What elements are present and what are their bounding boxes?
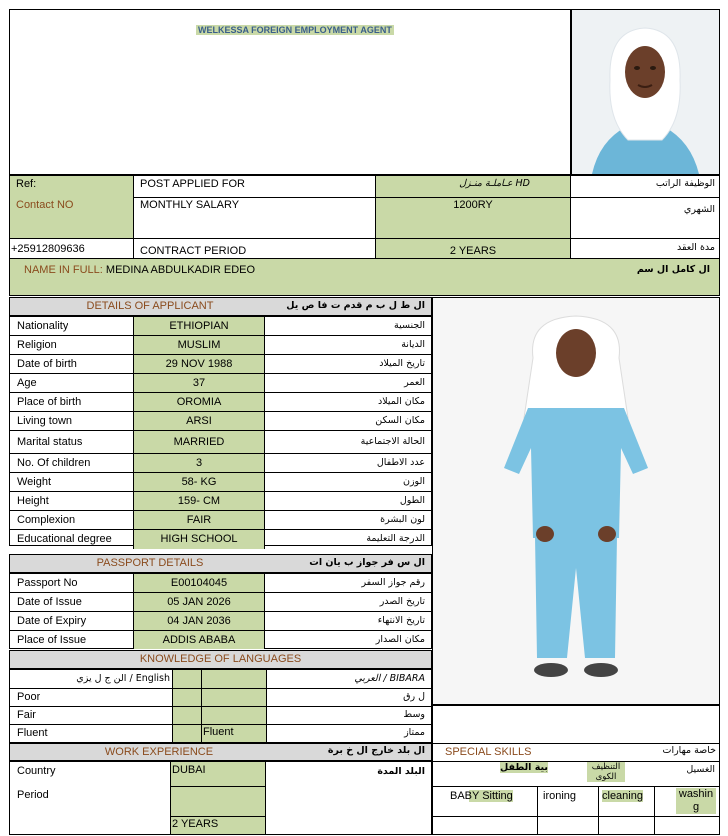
details-ar: الديانة bbox=[401, 339, 425, 350]
passport-value: 05 JAN 2026 bbox=[167, 596, 231, 608]
details-value: 3 bbox=[195, 457, 203, 469]
skill-ar-washing: الغسيل bbox=[686, 764, 715, 775]
details-label: Marital status bbox=[17, 436, 83, 448]
details-label: Height bbox=[17, 495, 49, 507]
details-label: No. Of children bbox=[17, 457, 91, 469]
details-value: HIGH SCHOOL bbox=[160, 533, 238, 545]
details-label: Date of birth bbox=[17, 358, 77, 370]
passport-label: Date of Expiry bbox=[17, 615, 87, 627]
name-ar: ال كامل ال سم bbox=[636, 264, 710, 275]
details-ar: مكان الميلاد bbox=[377, 396, 425, 407]
details-row bbox=[10, 412, 431, 431]
details-value: 159- CM bbox=[177, 495, 221, 507]
language-level-label: Poor bbox=[17, 691, 41, 703]
country-label: Country bbox=[17, 765, 56, 777]
details-ar: تاريخ الميلاد bbox=[379, 358, 425, 369]
contract-label: CONTRACT PERIOD bbox=[140, 245, 247, 257]
details-table bbox=[9, 316, 432, 546]
passport-ar: تاريخ الانتهاء bbox=[377, 615, 425, 626]
skill-baby-sitting: BABY Sitting bbox=[450, 790, 513, 802]
languages-table bbox=[9, 669, 432, 743]
details-label: Complexion bbox=[17, 514, 76, 526]
passport-label: Date of Issue bbox=[17, 596, 82, 608]
details-ar: الحالة الاجتماعية bbox=[360, 436, 425, 447]
language-level-ar: وسط bbox=[403, 709, 425, 720]
contact-label: Contact NO bbox=[16, 199, 74, 211]
details-ar: لون البشرة bbox=[380, 514, 425, 525]
language-level-label: Fluent bbox=[17, 727, 48, 739]
work-title: WORK EXPERIENCE bbox=[104, 746, 214, 758]
passport-label: Passport No bbox=[17, 577, 78, 589]
fluent-mark: Fluent bbox=[203, 726, 234, 738]
salary-ar: الشهري bbox=[683, 204, 715, 215]
details-row bbox=[10, 454, 431, 473]
language-level-ar: ممتاز bbox=[404, 727, 425, 738]
details-value: OROMIA bbox=[176, 396, 222, 408]
details-title-ar: ال ط ل ب م قدم ت فا ص يل bbox=[286, 300, 425, 311]
ref-label: Ref: bbox=[16, 178, 37, 190]
country-value: DUBAI bbox=[172, 764, 206, 776]
name-label: NAME IN FULL: bbox=[24, 264, 103, 276]
passport-ar: مكان الصدار bbox=[375, 633, 425, 645]
details-ar: الطول bbox=[399, 495, 425, 506]
skill-ar-cleaning: التنظيف الكوى bbox=[587, 762, 625, 782]
details-label: Living town bbox=[17, 415, 73, 427]
details-ar: الوزن bbox=[402, 476, 425, 487]
passport-row bbox=[10, 593, 431, 612]
skill-cleaning: cleaning bbox=[602, 790, 643, 802]
passport-table bbox=[9, 573, 432, 649]
details-label: Educational degree bbox=[17, 533, 112, 545]
passport-title: PASSPORT DETAILS bbox=[96, 557, 204, 569]
details-ar: الدرجة التعليمة bbox=[366, 533, 425, 544]
period-value: 2 YEARS bbox=[172, 818, 219, 830]
work-table bbox=[9, 761, 432, 835]
skill-ironing: ironing bbox=[543, 790, 577, 802]
details-value: MUSLIM bbox=[177, 339, 221, 351]
details-row bbox=[10, 431, 431, 454]
post-value: HD عـاملـة منـزل bbox=[459, 178, 530, 189]
passport-title-ar: ال س فر جواز ب يان ات bbox=[309, 557, 425, 568]
post-label: POST APPLIED FOR bbox=[140, 178, 245, 190]
arabic-label: BIBARA / العربي bbox=[354, 673, 425, 684]
passport-ar: رقم جواز السفر bbox=[361, 577, 425, 588]
period-label: Period bbox=[17, 789, 49, 801]
details-value: 37 bbox=[192, 377, 206, 389]
details-row bbox=[10, 393, 431, 412]
details-label: Nationality bbox=[17, 320, 69, 332]
passport-row bbox=[10, 612, 431, 631]
passport-row bbox=[10, 574, 431, 593]
details-row bbox=[10, 492, 431, 511]
details-row bbox=[10, 336, 431, 355]
country-ar: البلد المدة bbox=[377, 766, 425, 777]
skill-ar-childcare: بية الطفل bbox=[500, 762, 548, 773]
work-title-ar: ال بلد خارج ال خ برة bbox=[327, 745, 425, 756]
details-label: Place of birth bbox=[17, 396, 82, 408]
passport-row bbox=[10, 631, 431, 649]
agency-title: WELKESSA FOREIGN EMPLOYMENT AGENT bbox=[198, 25, 392, 35]
details-value: FAIR bbox=[186, 514, 212, 526]
details-row bbox=[10, 317, 431, 336]
skills-title-ar: خاصة مهارات bbox=[662, 745, 716, 756]
details-row bbox=[10, 530, 431, 549]
details-value: ETHIOPIAN bbox=[169, 320, 229, 332]
salary-label: MONTHLY SALARY bbox=[140, 199, 240, 211]
passport-label: Place of Issue bbox=[17, 633, 87, 646]
skill-washing: washin g bbox=[676, 788, 716, 814]
language-level-label: Fair bbox=[17, 709, 36, 721]
skills-title: SPECIAL SKILLS bbox=[445, 746, 532, 758]
details-label: Age bbox=[17, 377, 37, 389]
passport-value: E00104045 bbox=[170, 577, 228, 589]
details-title: DETAILS OF APPLICANT bbox=[86, 300, 214, 312]
language-level-ar: ل رق bbox=[403, 691, 425, 702]
details-value: 58- KG bbox=[181, 476, 217, 488]
details-row bbox=[10, 374, 431, 393]
details-label: Religion bbox=[17, 339, 57, 351]
contract-ar: مدة العقد bbox=[677, 242, 715, 253]
details-ar: الجنسية bbox=[394, 320, 425, 331]
applicant-photo-portrait bbox=[571, 9, 720, 175]
details-row bbox=[10, 355, 431, 374]
contact-value: +25912809636 bbox=[11, 243, 85, 255]
details-row bbox=[10, 473, 431, 492]
details-value: MARRIED bbox=[173, 436, 225, 448]
details-ar: مكان السكن bbox=[375, 415, 425, 426]
applicant-photo-full bbox=[432, 297, 720, 705]
details-ar: عدد الاطفال bbox=[376, 457, 425, 468]
name-value: MEDINA ABDULKADIR EDEO bbox=[105, 264, 256, 276]
post-ar: الوظيفة الراتب bbox=[655, 178, 715, 189]
details-label: Weight bbox=[17, 476, 52, 488]
contract-value: 2 YEARS bbox=[449, 245, 497, 257]
details-value: ARSI bbox=[186, 415, 212, 427]
passport-value: 04 JAN 2036 bbox=[167, 615, 231, 627]
salary-value: 1200RY bbox=[453, 199, 493, 211]
details-ar: العمر bbox=[404, 377, 425, 388]
passport-ar: تاريخ الصدر bbox=[379, 596, 425, 607]
details-value: 29 NOV 1988 bbox=[165, 358, 233, 370]
languages-title: KNOWLEDGE OF LANGUAGES bbox=[139, 653, 302, 665]
english-label: English / الن ج ل يزي bbox=[76, 673, 170, 684]
passport-value: ADDIS ABABA bbox=[162, 633, 236, 646]
details-row bbox=[10, 511, 431, 530]
name-row-text bbox=[24, 264, 255, 276]
